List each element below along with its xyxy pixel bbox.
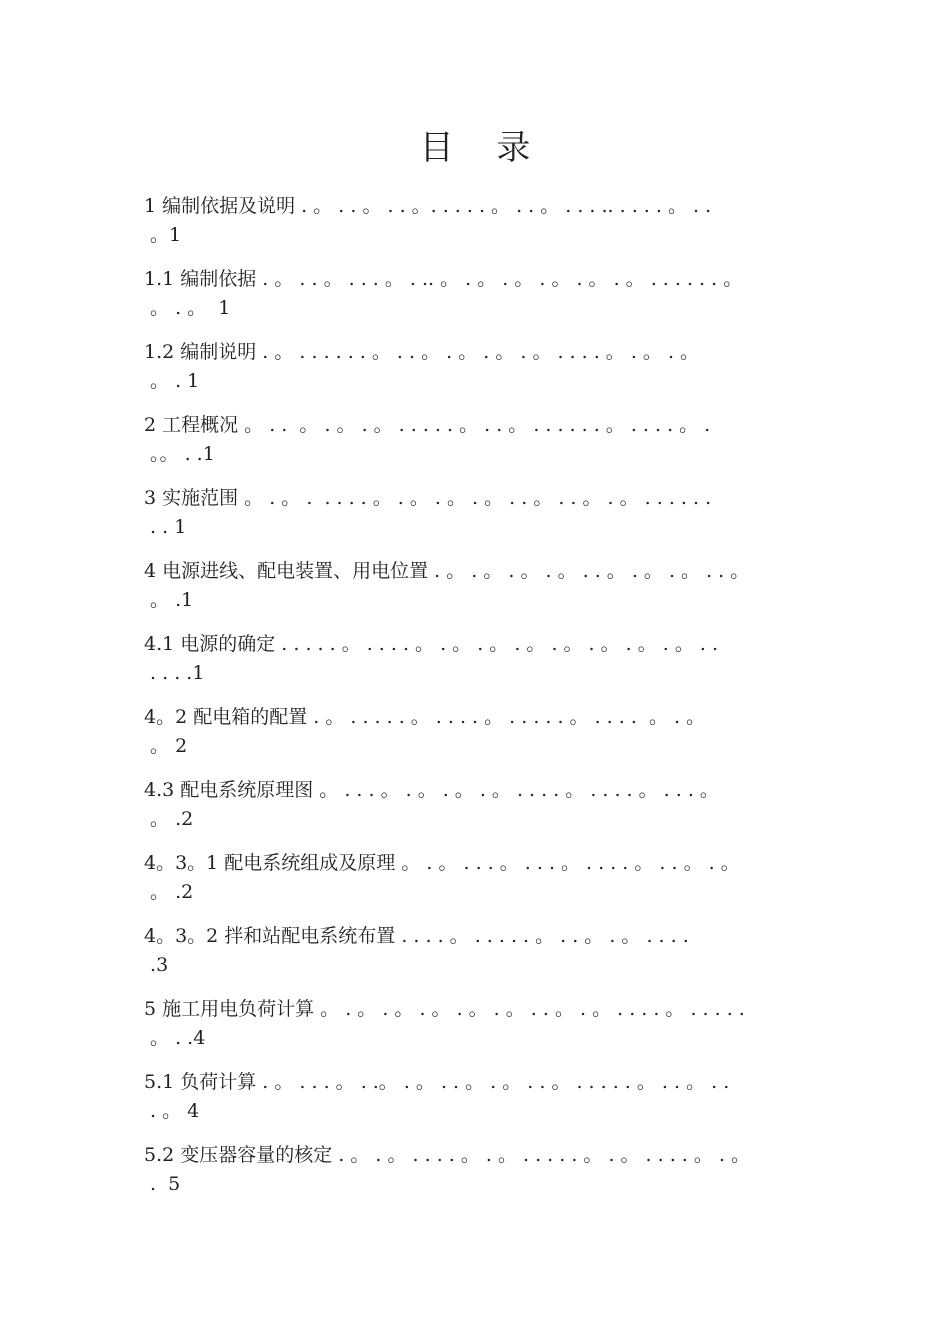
toc-entry-page: . 5 [144, 1173, 181, 1195]
toc-entry-page: 。 2 [144, 735, 188, 757]
toc-entry-text: 5.1 负荷计算 . 。 . . . 。 . .。 . 。 . . 。 . 。 . . 。 . . . . . 。 . . 。 . . [144, 1071, 730, 1093]
toc-entry[interactable] [144, 265, 816, 338]
toc-entry[interactable] [144, 192, 816, 265]
toc-entry[interactable] [144, 630, 816, 703]
toc-entry-page: . . . .1 [144, 662, 205, 684]
toc-entry-page: 。 . .4 [144, 1027, 206, 1049]
toc-entry-text: 4。2 配电箱的配置 . 。 . . . . . 。 . . . . 。 . . . . . 。 . . . . 。 . 。 [144, 706, 706, 728]
toc-entry[interactable] [144, 484, 816, 557]
toc-entry-text: 5.2 变压器容量的核定 . 。 . 。 . . . . 。 . 。 . . . . . 。 . 。 . . . . 。 . 。 [144, 1144, 750, 1166]
toc-entry-page: . . 1 [144, 516, 187, 538]
toc-entry-page: 。 . 1 [144, 370, 200, 392]
toc-entry-text: 4。3。2 拌和站配电系统布置 . . . . 。 . . . . . 。 . . 。 . 。 . . . . [144, 925, 689, 947]
toc-entry[interactable] [144, 849, 816, 922]
toc-title: 目 录 [419, 128, 547, 168]
toc-entry-text: 4 电源进线、配电装置、用电位置 . 。 . 。 . 。 . 。 . . 。 . 。 . 。 . . 。 [144, 560, 750, 582]
toc-entry-text: 1.1 编制依据 . 。 . . 。 . . . 。 . .. 。 . 。 . 。 . 。 . 。 . 。 . . . . . . 。 [144, 268, 743, 290]
toc-entry-text: 5 施工用电负荷计算 。 . 。 . 。 . 。 . 。 . 。 . . 。 . 。 . . . . 。 . . . . . [144, 998, 745, 1020]
toc-entry[interactable] [144, 995, 816, 1068]
toc-entry-text: 2 工程概况 。 . . 。 . 。 . 。 . . . . . 。 . . 。 . . . . . . 。 . . . . 。 . [144, 414, 711, 436]
toc-entry[interactable] [144, 411, 816, 484]
toc-entry[interactable] [144, 776, 816, 849]
toc-entry-page: 。 .2 [144, 881, 194, 903]
toc-entry-page: 。 .1 [144, 589, 194, 611]
toc-entry-page: 。 . 。 1 [144, 297, 231, 319]
toc-entry-page: 。1 [144, 224, 182, 246]
toc-entry[interactable] [144, 557, 816, 630]
toc-entry-page: 。。 . .1 [144, 443, 215, 465]
toc-entry-text: 4。3。1 配电系统组成及原理 。 . 。 . . . 。 . . . 。 . . . . 。 . . 。 . 。 [144, 852, 740, 874]
toc-entry[interactable] [144, 1141, 816, 1214]
toc-list [144, 192, 816, 1214]
toc-entry-text: 4.1 电源的确定 . . . . . 。 . . . . 。 . 。 . 。 . 。 . 。 . 。 . 。 . 。 . . [144, 633, 719, 655]
toc-entry-text: 1.2 编制说明 . 。 . . . . . . 。 . . 。 . 。 . 。 . 。 . . . . 。 . 。 . 。 [144, 341, 700, 363]
toc-entry-page: . 。 4 [144, 1100, 200, 1122]
toc-entry[interactable] [144, 338, 816, 411]
toc-entry-text: 3 实施范围 。 . 。 . . . . . 。 . 。 . 。 . 。 . . 。 . . 。 . 。 . . . . . . [144, 487, 712, 509]
toc-entry[interactable] [144, 703, 816, 776]
toc-entry-page: .3 [144, 954, 169, 976]
toc-entry-text: 1 编制依据及说明 . 。 . . 。 . . 。. . . . . 。 . . 。 . . . .. . . . . 。 . . [144, 195, 712, 217]
toc-entry-text: 4.3 配电系统原理图 。 . . . 。 . 。 . 。 . 。 . . . . 。 . . . . 。 . . . 。 [144, 779, 719, 801]
toc-entry-page: 。 .2 [144, 808, 194, 830]
toc-entry[interactable] [144, 922, 816, 995]
toc-entry[interactable] [144, 1068, 816, 1141]
